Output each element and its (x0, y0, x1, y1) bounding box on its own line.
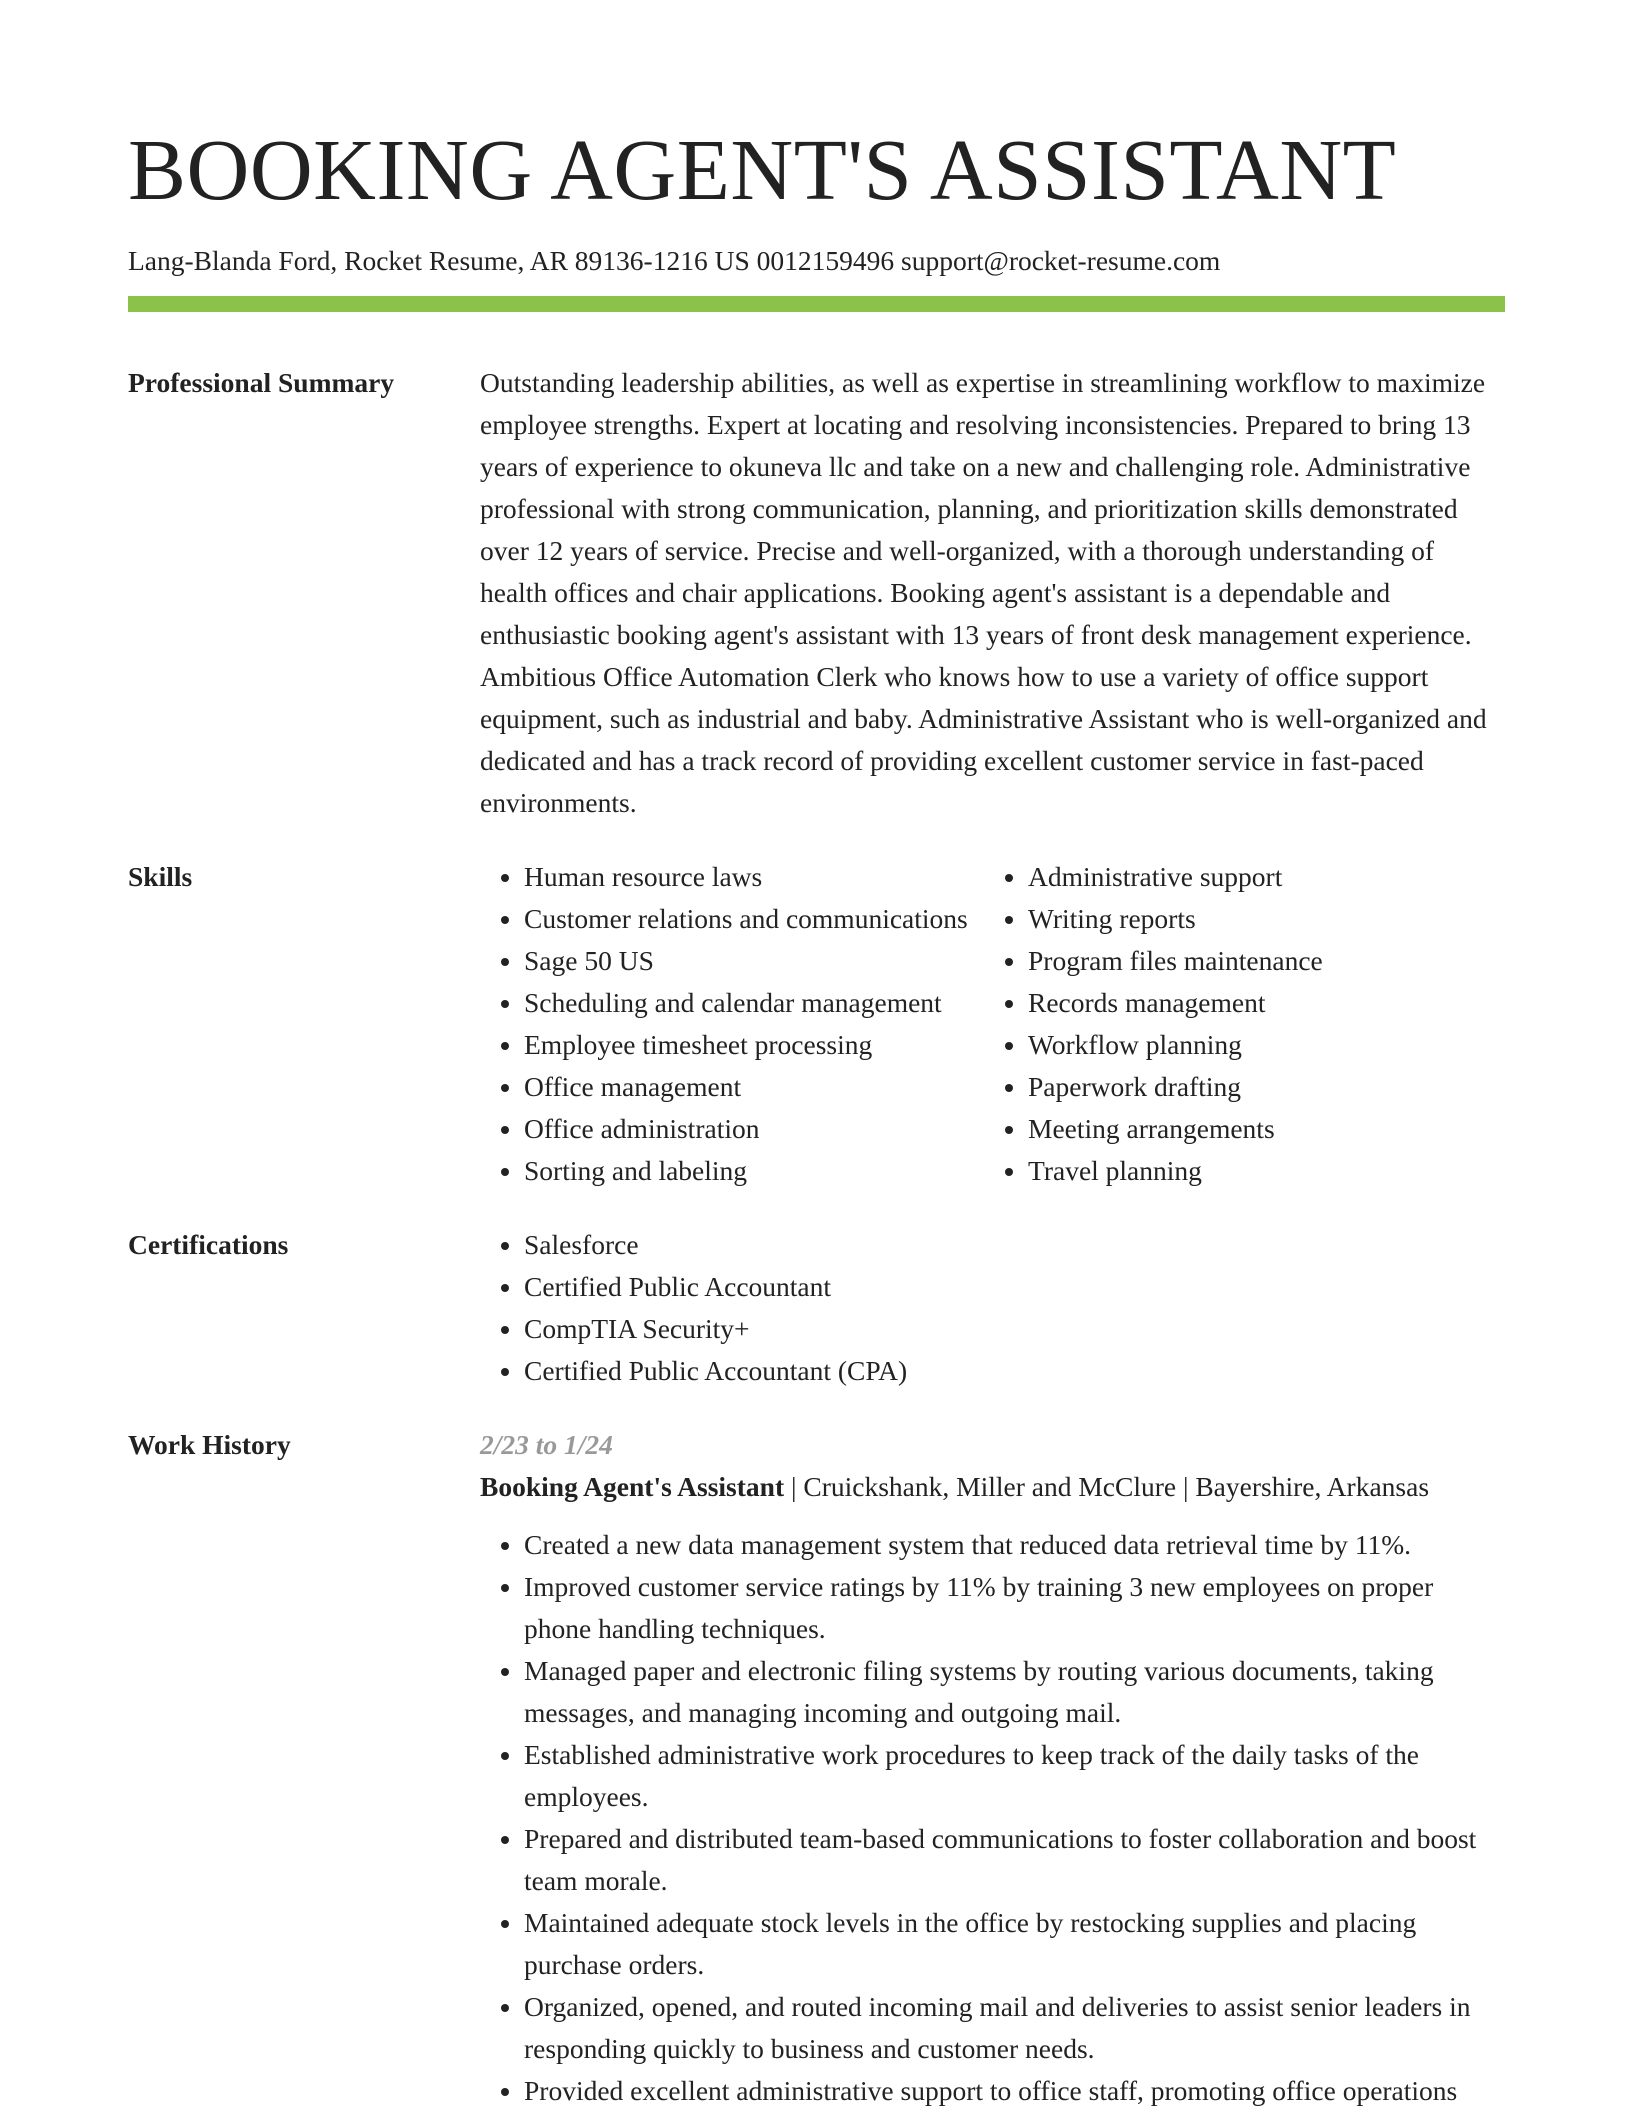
skill-item: • Sorting and labeling (524, 1150, 984, 1192)
job-bullet: • Provided excellent administrative support to office staff, promoting office operations (524, 2070, 1505, 2112)
skill-item: • Administrative support (1028, 856, 1505, 898)
resume-title: BOOKING AGENT'S ASSISTANT (128, 121, 1397, 218)
summary-section (128, 362, 1505, 824)
job-bullet: • Prepared and distributed team-based communications to foster collaboration and boost team morale. (524, 1818, 1505, 1902)
skills-heading: Skills (128, 861, 193, 892)
job-bullets (480, 1524, 1505, 2112)
skill-item: • Workflow planning (1028, 1024, 1505, 1066)
certification-item: • Salesforce (524, 1224, 1505, 1266)
job-bullet: • Created a new data management system that reduced data retrieval time by 11%. (524, 1524, 1505, 1566)
skill-item: • Paperwork drafting (1028, 1066, 1505, 1108)
job-dates: 2/23 to 1/24 (480, 1429, 613, 1460)
skill-item: • Travel planning (1028, 1150, 1505, 1192)
job-bullet: • Maintained adequate stock levels in the office by restocking supplies and placing purchase orders. (524, 1902, 1505, 1986)
certifications-heading: Certifications (128, 1229, 289, 1260)
certifications-section (128, 1224, 1505, 1392)
skill-item: • Meeting arrangements (1028, 1108, 1505, 1150)
skill-item: • Program files maintenance (1028, 940, 1505, 982)
contact-line: Lang-Blanda Ford, Rocket Resume, AR 89136-1216 US 0012159496 support@rocket-resume.com (128, 245, 1221, 276)
certification-item: • Certified Public Accountant (524, 1266, 1505, 1308)
skill-item: • Customer relations and communications (524, 898, 984, 940)
skill-item: • Human resource laws (524, 856, 984, 898)
resume-page (128, 0, 1505, 2112)
skill-item: • Writing reports (1028, 898, 1505, 940)
job-bullet: • Organized, opened, and routed incoming mail and deliveries to assist senior leaders in responding quickly to business and customer needs. (524, 1986, 1505, 2070)
work-history-section (128, 1424, 1505, 2112)
certification-item: • Certified Public Accountant (CPA) (524, 1350, 1505, 1392)
skill-item: • Scheduling and calendar management (524, 982, 984, 1024)
summary-text: Outstanding leadership abilities, as well as expertise in streamlining workflow to maximize employee strengths. Expert at locating and resolving inconsistencies. Prepared to bring 13 years of experience to okuneva llc and take on a new and challenging role. Administrative professional with strong communication, planning, and prioritization skills demonstrated over 12 years of service. Precise and well-organized, with a thorough understanding of health offices and chair applications. Booking agent's assistant is a dependable and enthusiastic booking agent's assistant with 13 years of front desk management experience. Ambitious Office Automation Clerk who knows how to use a variety of office support equipment, such as industrial and baby. Administrative Assistant who is well-organized and dedicated and has a track record of providing excellent customer service in fast-paced environments. (480, 367, 1487, 818)
skill-item: • Employee timesheet processing (524, 1024, 984, 1066)
certifications-list (480, 1224, 1505, 1392)
job-bullet: • Managed paper and electronic filing systems by routing various documents, taking messages, and managing incoming and outgoing mail. (524, 1650, 1505, 1734)
work-history-heading: Work History (128, 1429, 291, 1460)
skill-item: • Office administration (524, 1108, 984, 1150)
skill-item: • Sage 50 US (524, 940, 984, 982)
skills-list-right (984, 856, 1505, 1192)
skills-section (128, 856, 1505, 1192)
job-title: Booking Agent's Assistant (480, 1471, 785, 1502)
accent-rule (128, 296, 1505, 312)
skill-item: • Office management (524, 1066, 984, 1108)
job-bullet: • Established administrative work procedures to keep track of the daily tasks of the employees. (524, 1734, 1505, 1818)
skills-list-left (480, 856, 984, 1192)
job-bullet: • Improved customer service ratings by 11% by training 3 new employees on proper phone handling techniques. (524, 1566, 1505, 1650)
job-company-location: | Cruickshank, Miller and McClure | Bayershire, Arkansas (784, 1471, 1430, 1502)
job-entry (480, 1424, 1505, 2112)
summary-heading: Professional Summary (128, 367, 395, 398)
certification-item: • CompTIA Security+ (524, 1308, 1505, 1350)
skill-item: • Records management (1028, 982, 1505, 1024)
job-heading (480, 1466, 1505, 1508)
